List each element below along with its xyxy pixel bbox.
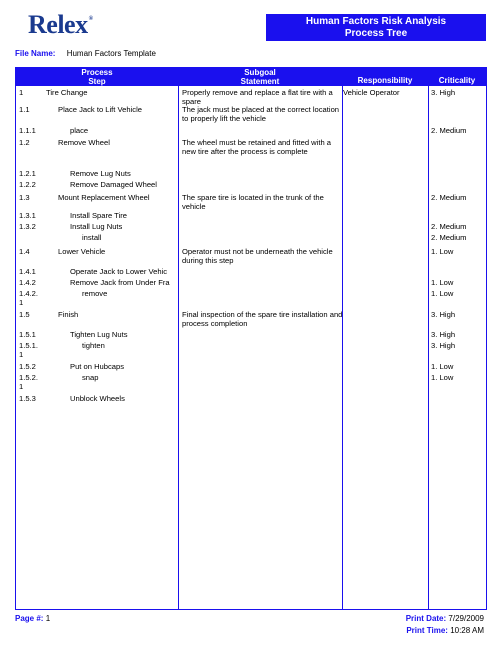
process-step-name: snap: [82, 373, 99, 382]
step-number: 1.3.2: [19, 222, 36, 231]
process-step-name: Tire Change: [46, 88, 88, 97]
step-number: 1.4.2: [19, 278, 36, 287]
column-divider: [428, 86, 429, 610]
process-tree-table: [15, 67, 487, 610]
header-process-line1: Process: [81, 68, 113, 77]
header-statement-line2: Statement: [240, 76, 280, 86]
page-number-value: 1: [45, 614, 51, 623]
step-number: 1.4.1: [19, 267, 36, 276]
process-step-name: Operate Jack to Lower Vehic: [70, 267, 168, 276]
header-statement-line1: Subgoal: [244, 68, 276, 77]
company-logo: [28, 10, 93, 40]
step-number: 1.3: [19, 193, 30, 202]
step-number: 1: [19, 88, 24, 97]
criticality-cell: 3. High: [431, 310, 456, 319]
column-divider: [342, 86, 343, 610]
subgoal-statement: The spare tire is located in the trunk of the vehicle: [182, 193, 324, 211]
file-name-row: [15, 49, 156, 58]
header-criticality: Criticality: [438, 76, 476, 85]
responsibility-cell: Vehicle Operator: [343, 88, 400, 97]
criticality-cell: 1. Low: [431, 247, 454, 256]
subgoal-statement: Final inspection of the spare tire installation and process completion: [182, 310, 343, 328]
process-step-name: Mount Replacement Wheel: [58, 193, 150, 202]
step-number: 1.2.1: [19, 169, 36, 178]
table-header: [16, 68, 486, 86]
criticality-cell: 1. Low: [431, 278, 454, 287]
step-number: 1.5.2: [19, 362, 36, 371]
process-step-name: Remove Wheel: [58, 138, 110, 147]
header-responsibility: Responsibility: [357, 76, 413, 85]
column-divider: [178, 86, 179, 610]
process-step-name: Put on Hubcaps: [70, 362, 125, 371]
page-number-label: Page #:: [15, 614, 44, 623]
print-time-value: 10:28 AM: [450, 626, 484, 635]
subgoal-statement: Properly remove and replace a flat tire with a spare: [182, 88, 333, 106]
step-number: 1.5: [19, 310, 30, 319]
criticality-cell: 1. Low: [431, 373, 454, 382]
criticality-cell: 1. Low: [431, 362, 454, 371]
process-step-name: Finish: [58, 310, 79, 319]
print-date-value: 7/29/2009: [448, 614, 484, 623]
criticality-cell: 2. Medium: [431, 126, 467, 135]
process-step-name: remove: [82, 289, 108, 298]
process-step-name: tighten: [82, 341, 105, 350]
file-name-value: Human Factors Template: [66, 49, 156, 58]
header-process-step: [16, 68, 178, 86]
criticality-cell: 2. Medium: [431, 193, 467, 202]
report-subtitle: Process Tree: [344, 28, 408, 39]
report-title-box: [266, 14, 486, 41]
step-number: 1.5.1. 1: [19, 341, 38, 359]
process-step-name: Install Lug Nuts: [70, 222, 123, 231]
print-date-label: Print Date:: [405, 614, 447, 623]
print-time-label: Print Time:: [406, 626, 448, 635]
process-step-name: Remove Damaged Wheel: [70, 180, 157, 189]
print-time-row: [406, 626, 484, 635]
header-subgoal-statement: [178, 68, 342, 86]
registered-mark: ®: [88, 16, 93, 22]
print-date-row: [406, 614, 484, 623]
criticality-cell: 3. High: [431, 88, 456, 97]
page-number: [15, 614, 50, 623]
subgoal-statement: The wheel must be retained and fitted with a new tire after the process is complete: [182, 138, 332, 156]
logo-text: Relex: [28, 10, 88, 39]
criticality-cell: 3. High: [431, 341, 456, 350]
criticality-cell: 2. Medium: [431, 233, 467, 242]
process-step-name: Tighten Lug Nuts: [70, 330, 128, 339]
criticality-cell: 3. High: [431, 330, 456, 339]
process-step-name: Lower Vehicle: [58, 247, 106, 256]
process-step-name: Remove Jack from Under Fra: [70, 278, 170, 287]
step-number: 1.4: [19, 247, 30, 256]
subgoal-statement: The jack must be placed at the correct location to properly lift the vehicle: [182, 105, 340, 123]
file-name-label: File Name:: [15, 49, 56, 58]
step-number: 1.1: [19, 105, 30, 114]
report-title: Human Factors Risk Analysis: [305, 16, 447, 27]
print-info: [406, 614, 484, 635]
step-number: 1.3.1: [19, 211, 36, 220]
process-step-name: Install Spare Tire: [70, 211, 127, 220]
step-number: 1.1.1: [19, 126, 36, 135]
step-number: 1.4.2. 1: [19, 289, 38, 307]
step-number: 1.5.1: [19, 330, 36, 339]
step-number: 1.5.3: [19, 394, 36, 403]
criticality-cell: 2. Medium: [431, 222, 467, 231]
header-process-line2: Step: [88, 76, 106, 86]
step-number: 1.2: [19, 138, 30, 147]
process-step-name: install: [82, 233, 102, 242]
process-step-name: Remove Lug Nuts: [70, 169, 131, 178]
step-number: 1.2.2: [19, 180, 36, 189]
subgoal-statement: Operator must not be underneath the vehicle during this step: [182, 247, 333, 265]
process-step-name: Place Jack to Lift Vehicle: [58, 105, 142, 114]
step-number: 1.5.2. 1: [19, 373, 38, 391]
criticality-cell: 1. Low: [431, 289, 454, 298]
process-step-name: Unblock Wheels: [70, 394, 125, 403]
process-step-name: place: [70, 126, 89, 135]
